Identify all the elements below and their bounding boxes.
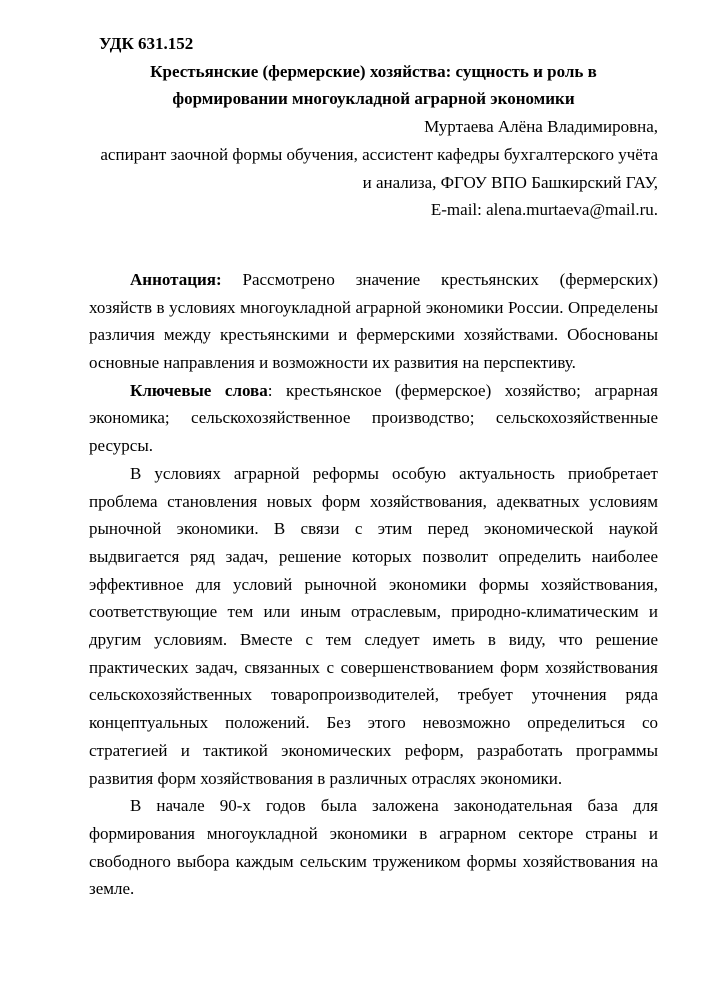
author-position: аспирант заочной формы обучения, ассистент кафедры бухгалтерского учёта (100, 144, 658, 164)
abstract-label: Аннотация: (130, 269, 222, 289)
article-title (89, 58, 658, 113)
udc-code: УДК 631.152 (99, 34, 194, 53)
article-title-line-2: формировании многоукладной аграрной экономики (172, 89, 575, 109)
body-paragraph-2: В начале 90-х годов была заложена законодательная база для формирования многоукладной экономики в аграрном секторе страны и свободного выбора каждым сельским тружеником формы хозяйствования на земле. (89, 796, 658, 899)
keywords-label: Ключевые слова (130, 380, 268, 400)
abstract-paragraph (89, 266, 658, 377)
author-email: E-mail: alena.murtaeva@mail.ru. (430, 200, 658, 220)
author-affiliation: и анализа, ФГОУ ВПО Башкирский ГАУ, (362, 172, 658, 192)
author-block (89, 113, 658, 224)
article-title-line-1: Крестьянские (фермерские) хозяйства: сущность и роль в (150, 61, 597, 81)
keywords-text: : крестьянское (фермерское) хозяйство; аграрная экономика; сельскохозяйственное производство; сельскохозяйственные ресурсы. (89, 380, 658, 456)
keywords-paragraph (89, 377, 658, 460)
body-paragraph-1: В условиях аграрной реформы особую актуальность приобретает проблема становления новых форм хозяйствования, адекватных условиям рыночной экономики. В связи с этим перед экономической наукой выдвигается ряд задач, решение которых позволит определить наиболее эффективное для условий рыночной экономики формы хозяйствования, соответствующие тем или иным отраслевым, природно-климатическим и другим условиям. Вместе с тем следует иметь в виду, что решение практических задач, связанных с совершенствованием форм хозяйствования сельскохозяйственных товаропроизводителей, требует уточнения ряда концептуальных положений. Без этого невозможно определиться со стратегией и тактикой экономических реформ, разработать программы развития форм хозяйствования в различных отраслях экономики. (89, 463, 658, 788)
abstract-text: Рассмотрено значение крестьянских (фермерских) хозяйств в условиях многоукладной аграрной экономики России. Определены различия между крестьянскими и фермерскими хозяйствами. Обоснованы основные направления и возможности их развития на перспективу. (89, 269, 658, 373)
author-name: Муртаева Алёна Владимировна, (424, 117, 658, 137)
